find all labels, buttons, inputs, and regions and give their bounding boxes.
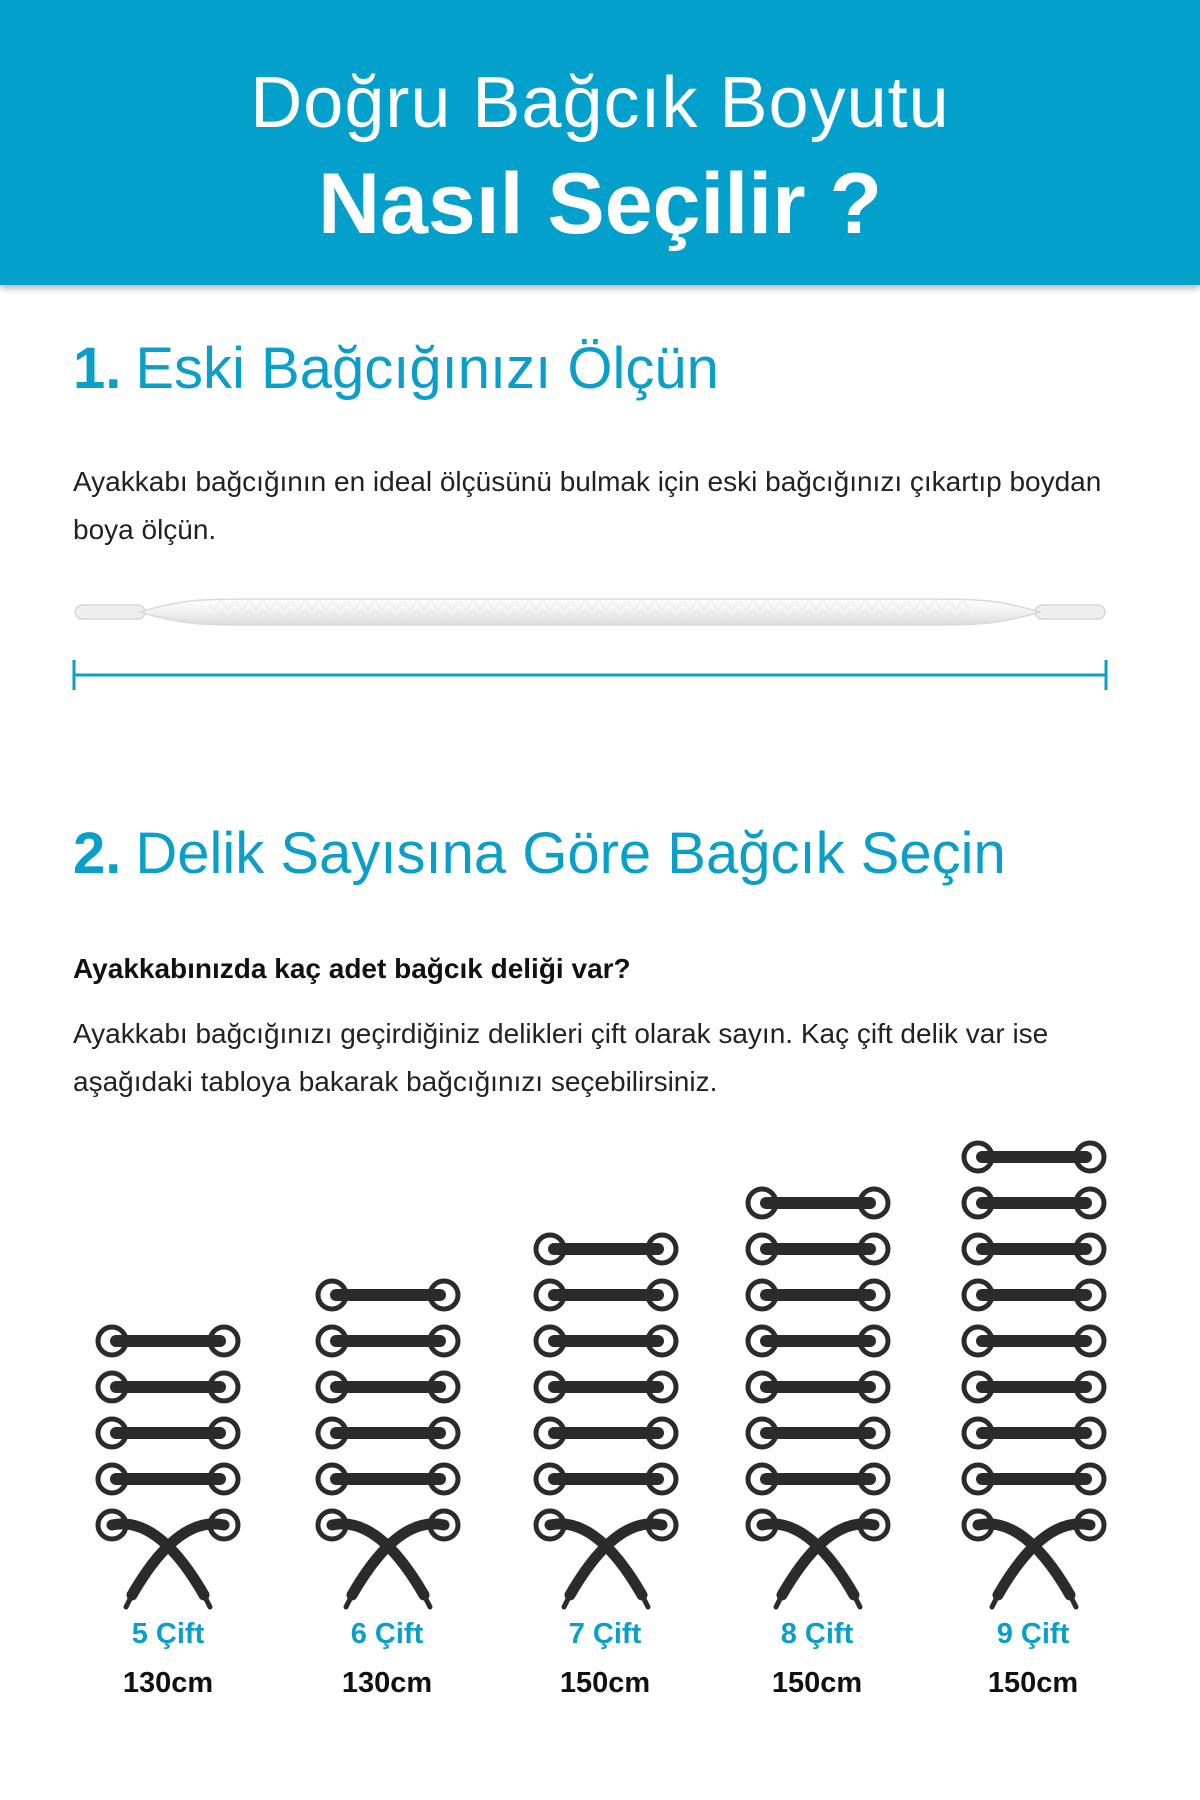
- section1-heading: [73, 335, 719, 402]
- eyelet-column-3: [536, 1235, 676, 1607]
- eyelet-column-5: [964, 1143, 1104, 1607]
- eyelet-row: [748, 1327, 888, 1355]
- lace-cross: [98, 1511, 238, 1607]
- eyelet-row: [318, 1419, 458, 1447]
- header-banner: [0, 0, 1200, 285]
- eyelet-row: [748, 1235, 888, 1263]
- option-5-length: 150cm: [987, 1667, 1079, 1699]
- white-lace-image: [60, 590, 1120, 700]
- option-2-length: 130cm: [341, 1667, 433, 1699]
- eyelet-row: [318, 1281, 458, 1309]
- section1-number: 1.: [73, 336, 122, 401]
- eyelet-row: [748, 1465, 888, 1493]
- option-1-length: 130cm: [122, 1667, 214, 1699]
- title-line1: Doğru Bağcık Boyutu: [250, 63, 950, 143]
- section2-title: Delik Sayısına Göre Bağcık Seçin: [135, 821, 1006, 886]
- option-2-pairs: 6 Çift: [350, 1618, 424, 1650]
- eyelet-row: [964, 1465, 1104, 1493]
- lace-cross: [748, 1511, 888, 1607]
- eyelet-row: [748, 1373, 888, 1401]
- eyelet-row: [748, 1281, 888, 1309]
- option-3-pairs: 7 Çift: [568, 1618, 642, 1650]
- eyelet-row: [98, 1465, 238, 1493]
- option-1-pairs: 5 Çift: [131, 1618, 205, 1650]
- section1-title: Eski Bağcığınızı Ölçün: [135, 336, 719, 401]
- eyelet-row: [964, 1281, 1104, 1309]
- eyelet-row: [964, 1143, 1104, 1171]
- title-line2: Nasıl Seçilir ?: [317, 156, 883, 252]
- lace-measurement-illustration: [60, 590, 1120, 700]
- lace-cross: [536, 1511, 676, 1607]
- eyelet-row: [536, 1419, 676, 1447]
- section2-number: 2.: [73, 821, 122, 886]
- eyelet-row: [98, 1327, 238, 1355]
- eyelet-row: [748, 1189, 888, 1217]
- eyelet-column-1: [98, 1327, 238, 1607]
- eyelet-row: [964, 1327, 1104, 1355]
- eyelet-row: [964, 1189, 1104, 1217]
- eyelet-row: [318, 1465, 458, 1493]
- eyelet-row: [536, 1281, 676, 1309]
- section2-question: Ayakkabınızda kaç adet bağcık deliği var?: [73, 953, 631, 984]
- eyelet-column-4: [748, 1189, 888, 1607]
- eyelet-row: [964, 1235, 1104, 1263]
- section2-description: Ayakkabı bağcığınızı geçirdiğiniz delikleri çift olarak sayın. Kaç çift delik var ise aşağıdaki tabloya bakarak bağcığınızı seçebilirsiniz.: [73, 1018, 1049, 1097]
- section1-description: Ayakkabı bağcığının en ideal ölçüsünü bulmak için eski bağcığınızı çıkartıp boydan boya ölçün.: [73, 466, 1102, 545]
- option-4-pairs: 8 Çift: [780, 1618, 854, 1650]
- option-3-length: 150cm: [559, 1667, 651, 1699]
- eyelet-row: [318, 1327, 458, 1355]
- eyelet-row: [318, 1373, 458, 1401]
- eyelet-row: [98, 1373, 238, 1401]
- lace-cross: [964, 1511, 1104, 1607]
- lace-cross: [318, 1511, 458, 1607]
- section2-heading: [73, 820, 1006, 887]
- option-5-pairs: 9 Çift: [996, 1618, 1070, 1650]
- eyelet-row: [536, 1327, 676, 1355]
- eyelet-column-2: [318, 1281, 458, 1607]
- eyelet-row: [536, 1235, 676, 1263]
- eyelet-row: [964, 1373, 1104, 1401]
- eyelet-pairs-illustration: [0, 1120, 1200, 1680]
- eyelet-row: [536, 1465, 676, 1493]
- eyelet-row: [964, 1419, 1104, 1447]
- eyelet-row: [98, 1419, 238, 1447]
- option-4-length: 150cm: [771, 1667, 863, 1699]
- eyelet-row: [536, 1373, 676, 1401]
- eyelet-row: [748, 1419, 888, 1447]
